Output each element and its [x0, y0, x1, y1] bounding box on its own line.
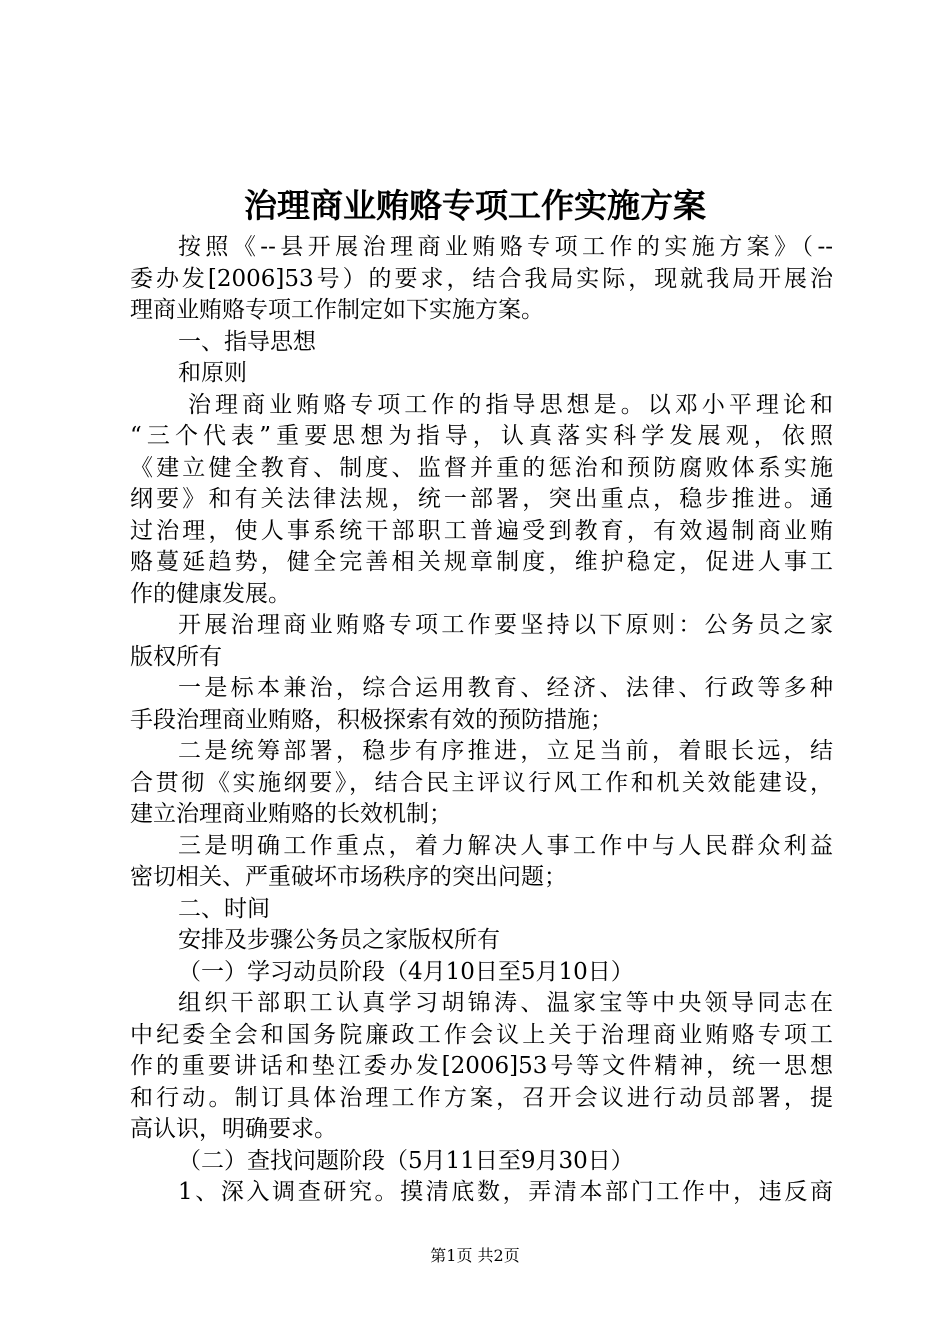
paragraph-line: 三是明确工作重点，着力解决人事工作中与人民群众利益 — [178, 832, 833, 859]
paragraph-line: 理商业贿赂专项工作制定如下实施方案。 — [130, 297, 544, 323]
paragraph-line: 开展治理商业贿赂专项工作要坚持以下原则：公务员之家 — [178, 612, 833, 638]
paragraph-line: 中纪委全会和国务院廉政工作会议上关于治理商业贿赂专项工 — [130, 1021, 833, 1048]
paragraph-line: 建立治理商业贿赂的长效机制； — [130, 801, 452, 827]
section-heading: 安排及步骤公务员之家版权所有 — [178, 927, 500, 953]
paragraph-line: 手段治理商业贿赂，积极探索有效的预防措施； — [130, 706, 613, 733]
section-heading: 二、时间 — [178, 895, 270, 922]
page-footer: 第1页 共2页 — [430, 1246, 520, 1265]
subsection-heading: （一）学习动员阶段（4月10日至5月10日） — [178, 958, 634, 985]
paragraph-line: 版权所有 — [130, 643, 222, 670]
paragraph-line: 纲要》和有关法律法规，统一部署，突出重点，稳步推进。通 — [130, 486, 833, 512]
paragraph-line: 组织干部职工认真学习胡锦涛、温家宝等中央领导同志在 — [178, 990, 833, 1016]
paragraph-line: 1、深入调查研究。摸清底数，弄清本部门工作中，违反商 — [178, 1179, 833, 1205]
paragraph-line: 作的健康发展。 — [130, 580, 291, 607]
document-title: 治理商业贿赂专项工作实施方案 — [244, 186, 706, 225]
paragraph-line: 二是统筹部署，稳步有序推进，立足当前，着眼长远，结 — [178, 738, 833, 764]
paragraph-line: 治理商业贿赂专项工作的指导思想是。以邓小平理论和 — [188, 391, 833, 418]
paragraph-line: 过治理，使人事系统干部职工普遍受到教育，有效遏制商业贿 — [130, 517, 833, 544]
subsection-heading: （二）查找问题阶段（5月11日至9月30日） — [178, 1147, 634, 1174]
section-heading: 和原则 — [178, 360, 247, 386]
paragraph-line: 作的重要讲话和垫江委办发[2006]53号等文件精神，统一思想 — [130, 1053, 833, 1079]
paragraph-line: 委办发[2006]53号）的要求，结合我局实际，现就我局开展治 — [130, 265, 833, 292]
section-heading: 一、指导思想 — [178, 328, 316, 355]
document-body — [130, 232, 833, 1209]
paragraph-line: 密切相关、严重破坏市场秩序的突出问题； — [130, 864, 567, 890]
paragraph-line: 按照《--县开展治理商业贿赂专项工作的实施方案》（-- — [178, 234, 833, 260]
paragraph-line: “三个代表”重要思想为指导，认真落实科学发展观，依照 — [130, 423, 833, 449]
paragraph-line: 和行动。制订具体治理工作方案，召开会议进行动员部署，提 — [130, 1084, 833, 1111]
paragraph-line: 高认识，明确要求。 — [130, 1116, 337, 1142]
paragraph-line: 合贯彻《实施纲要》，结合民主评议行风工作和机关效能建设， — [130, 769, 833, 796]
paragraph-line: 《建立健全教育、制度、监督并重的惩治和预防腐败体系实施 — [130, 454, 833, 481]
paragraph-line: 赂蔓延趋势，健全完善相关规章制度，维护稳定，促进人事工 — [130, 549, 833, 575]
paragraph-line: 一是标本兼治，综合运用教育、经济、法律、行政等多种 — [178, 675, 833, 701]
